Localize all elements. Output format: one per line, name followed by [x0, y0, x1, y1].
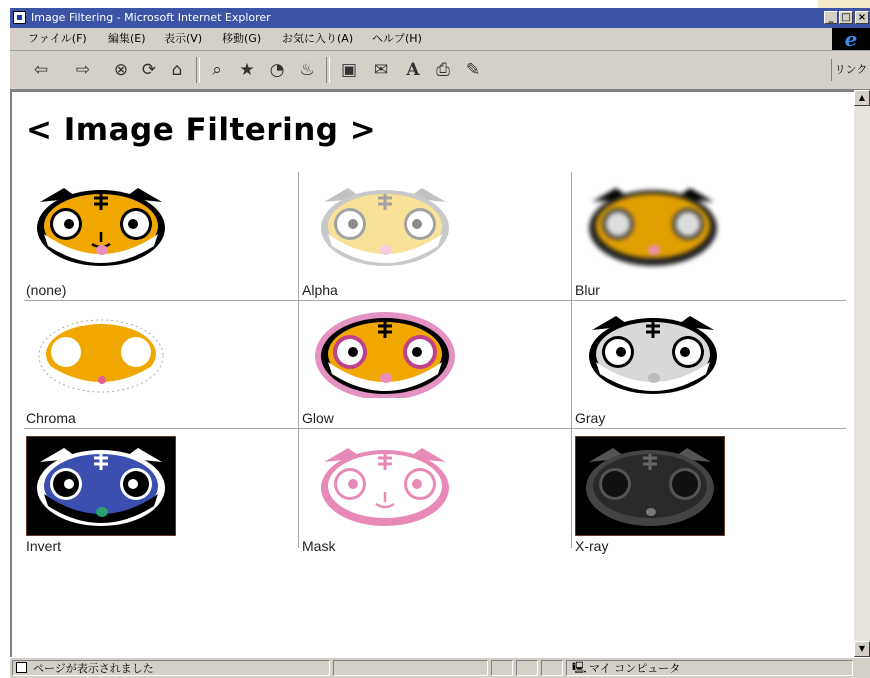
font-icon[interactable]: A [406, 60, 420, 80]
standard-toolbar [10, 51, 870, 90]
page-icon [16, 662, 27, 673]
menu-view[interactable]: 表示(V) [164, 32, 203, 45]
filter-image-blur [578, 180, 728, 270]
toolbar-separator [326, 57, 330, 83]
stop-icon[interactable]: ⊗ [113, 60, 129, 80]
scroll-down-icon[interactable]: ▼ [854, 641, 870, 657]
toolbar-separator [196, 57, 200, 83]
ie-window-icon[interactable] [13, 11, 26, 24]
grid-divider [24, 300, 846, 301]
fullscreen-icon[interactable]: ▣ [340, 60, 358, 80]
filter-label: Gray [575, 410, 606, 426]
background-margin [0, 8, 10, 677]
forward-icon[interactable]: ⇨ [75, 60, 91, 80]
filter-image-alpha [310, 180, 460, 270]
filter-label: Glow [302, 410, 334, 426]
filter-label: Invert [26, 538, 62, 554]
filter-label: Chroma [26, 410, 76, 426]
status-pane [491, 660, 513, 676]
filter-label: X-ray [575, 538, 609, 554]
security-zone: マイ コンピュータ [589, 662, 681, 675]
status-pane [541, 660, 563, 676]
status-pane [516, 660, 538, 676]
edit-icon[interactable]: ✎ [465, 60, 481, 80]
mail-icon[interactable]: ✉ [373, 60, 389, 80]
vertical-scrollbar[interactable] [854, 90, 870, 657]
page-content [10, 90, 854, 657]
grid-divider [298, 172, 299, 548]
menu-help[interactable]: ヘルプ(H) [372, 32, 422, 45]
filter-image-none [26, 180, 176, 270]
filter-image-glow [310, 308, 460, 398]
window-title: Image Filtering - Microsoft Internet Explorer [31, 11, 271, 24]
filter-label: Mask [302, 538, 336, 554]
home-icon[interactable]: ⌂ [171, 60, 183, 80]
title-bar [10, 8, 870, 28]
computer-icon: 🖳 [572, 661, 587, 674]
channels-icon[interactable]: ♨ [299, 60, 315, 80]
menu-favorites[interactable]: お気に入り(A) [282, 32, 354, 45]
favorites-icon[interactable]: ★ [239, 60, 255, 80]
filter-image-invert [26, 436, 176, 536]
grid-divider [24, 428, 846, 429]
status-pane [333, 660, 488, 676]
browser-window [10, 8, 870, 677]
filter-image-xray [575, 436, 725, 536]
filter-image-gray [578, 308, 728, 398]
filter-label: (none) [26, 282, 67, 298]
back-icon[interactable]: ⇦ [33, 60, 49, 80]
maximize-button[interactable]: □ [839, 11, 853, 24]
search-icon[interactable]: ⌕ [212, 60, 222, 80]
close-button[interactable]: × [855, 11, 869, 24]
refresh-icon[interactable]: ⟳ [141, 60, 157, 80]
zone-pane [566, 660, 853, 676]
filter-label: Alpha [302, 282, 338, 298]
filter-image-chroma [26, 308, 176, 398]
status-bar [10, 657, 870, 678]
background-strip [818, 0, 870, 8]
status-message: ページが表示されました [33, 662, 154, 675]
filter-label: Blur [575, 282, 600, 298]
history-icon[interactable]: ◔ [269, 60, 285, 80]
filter-image-mask [310, 436, 460, 536]
scroll-up-icon[interactable]: ▲ [854, 90, 870, 106]
ie-logo-icon: e [832, 28, 870, 50]
menu-go[interactable]: 移動(G) [222, 32, 262, 45]
grid-divider [571, 172, 572, 548]
minimize-button[interactable]: _ [824, 11, 838, 24]
status-message-pane [12, 660, 330, 676]
menu-edit[interactable]: 編集(E) [108, 32, 146, 45]
menu-bar [10, 28, 870, 51]
links-button[interactable]: リンク [831, 59, 870, 81]
page-title: < Image Filtering > [26, 112, 377, 148]
print-icon[interactable]: ⎙ [436, 60, 450, 80]
menu-file[interactable]: ファイル(F) [28, 32, 87, 45]
